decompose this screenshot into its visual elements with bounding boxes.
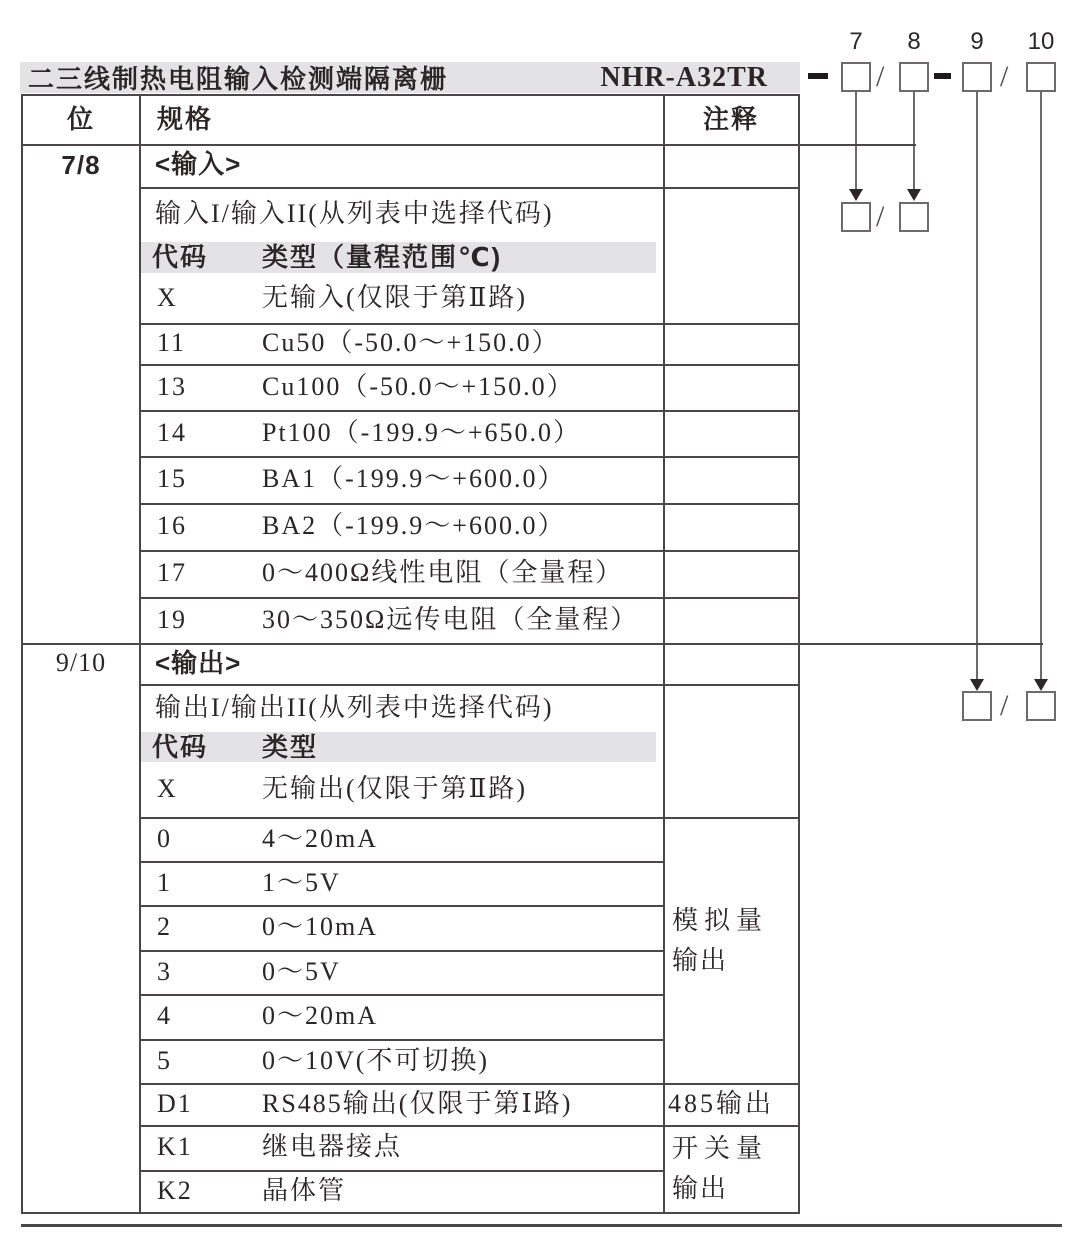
row-type: BA2（-199.9～+600.0） [262, 511, 566, 540]
slash-separator: / [876, 200, 885, 233]
row-type: 1～5V [262, 868, 341, 897]
row-code: 11 [157, 328, 187, 357]
note-analog-output-line2: 输出 [672, 946, 729, 975]
row-code: X [157, 774, 178, 803]
code-header-band-output [141, 732, 656, 762]
row-line [140, 684, 798, 686]
row-type: 0～10mA [262, 912, 379, 941]
column-header-spec: 规格 [157, 104, 214, 134]
row-type: 继电器接点 [262, 1132, 403, 1161]
input-code-box-1 [841, 202, 871, 232]
row-type: 无输出(仅限于第Ⅱ路) [262, 774, 527, 803]
bit-label-7-8: 7/8 [61, 150, 101, 180]
note-analog-output-line1: 模拟量 [672, 906, 769, 935]
model-number: NHR-A32TR [600, 61, 768, 93]
row-line [140, 1170, 663, 1172]
column-divider-note [663, 94, 665, 1214]
output-type-header: 类型 [262, 732, 319, 762]
position-number-10: 10 [1027, 28, 1055, 55]
note-switch-output-line2: 输出 [672, 1174, 729, 1203]
row-line [140, 861, 663, 863]
row-code: 4 [157, 1001, 172, 1030]
row-code: 16 [157, 511, 187, 540]
row-code: 0 [157, 824, 172, 853]
input-code-box-2 [899, 202, 929, 232]
row-type: 0～20mA [262, 1001, 379, 1030]
header-row-line [21, 144, 916, 146]
arrow-down-icon [970, 679, 984, 691]
row-code: K2 [157, 1176, 193, 1205]
input-section-title: <输入> [155, 149, 242, 179]
row-type: Pt100（-199.9～+650.0） [262, 418, 582, 447]
note-rs485-output: 485输出 [668, 1089, 775, 1118]
row-type: 0～400Ω线性电阻（全量程） [262, 558, 624, 587]
row-type: 30～350Ω远传电阻（全量程） [262, 605, 639, 634]
table-border-bottom [21, 1212, 800, 1214]
column-header-note: 注释 [702, 104, 759, 134]
row-line [140, 950, 663, 952]
input-code-header: 代码 [152, 242, 209, 272]
arrow-down-icon [849, 189, 863, 201]
input-type-header: 类型（量程范围℃) [262, 242, 503, 272]
position-number-7: 7 [849, 28, 863, 55]
guide-line-7 [855, 92, 857, 190]
row-line [140, 905, 663, 907]
row-code: 1 [157, 868, 172, 897]
dash-separator [808, 73, 828, 79]
row-type: 0～10V(不可切换) [262, 1046, 490, 1075]
code-box-8 [899, 62, 929, 92]
row-code: X [157, 283, 178, 312]
guide-line-10 [1040, 92, 1042, 680]
output-code-header: 代码 [152, 732, 209, 762]
row-line [140, 410, 798, 412]
row-line [140, 994, 663, 996]
position-number-9: 9 [970, 28, 984, 55]
row-type: RS485输出(仅限于第Ⅰ路) [262, 1089, 573, 1118]
row-line [140, 1039, 663, 1041]
row-line [140, 1083, 798, 1085]
note-switch-output-line1: 开关量 [672, 1134, 769, 1163]
row-type: Cu50（-50.0～+150.0） [262, 328, 560, 357]
row-code: K1 [157, 1132, 193, 1161]
row-code: 14 [157, 418, 187, 447]
page-title: 二三线制热电阻输入检测端隔离栅 [28, 64, 449, 94]
output-section-title: <输出> [155, 648, 242, 678]
code-box-10 [1026, 62, 1056, 92]
row-code: 17 [157, 558, 187, 587]
row-code: 19 [157, 605, 187, 634]
slash-separator: / [1000, 60, 1009, 93]
output-code-box-2 [1026, 691, 1056, 721]
guide-line-9 [976, 92, 978, 680]
row-line [140, 364, 798, 366]
row-line [140, 597, 798, 599]
table-border-right [798, 94, 800, 1214]
row-line [140, 323, 798, 325]
row-line [140, 1125, 798, 1127]
row-line [140, 456, 798, 458]
row-line [140, 550, 798, 552]
title-bar [20, 62, 800, 93]
output-subtitle: 输出I/输出II(从列表中选择代码) [155, 693, 554, 722]
row-code: 13 [157, 372, 187, 401]
row-type: 0～5V [262, 957, 341, 986]
row-code: 2 [157, 912, 172, 941]
row-line [140, 187, 798, 189]
output-code-box-1 [962, 691, 992, 721]
row-code: 3 [157, 957, 172, 986]
table-border-top [21, 94, 800, 96]
code-box-7 [841, 62, 871, 92]
guide-line-8 [913, 92, 915, 190]
row-type: 4～20mA [262, 824, 379, 853]
row-type: BA1（-199.9～+600.0） [262, 464, 566, 493]
column-header-bit: 位 [66, 104, 95, 134]
slash-separator: / [1000, 689, 1009, 722]
row-type: 晶体管 [262, 1176, 347, 1205]
section-divider-line [21, 643, 1043, 645]
bit-label-9-10: 9/10 [55, 648, 107, 677]
position-number-8: 8 [907, 28, 921, 55]
slash-separator: / [876, 60, 885, 93]
row-type: 无输入(仅限于第Ⅱ路) [262, 283, 527, 312]
row-line [140, 817, 798, 819]
arrow-down-icon [907, 189, 921, 201]
page-rule [21, 1224, 1062, 1227]
code-box-9 [962, 62, 992, 92]
row-code: D1 [157, 1089, 193, 1118]
row-code: 15 [157, 464, 187, 493]
row-code: 5 [157, 1046, 172, 1075]
row-type: Cu100（-50.0～+150.0） [262, 372, 575, 401]
dash-separator [934, 73, 951, 79]
arrow-down-icon [1034, 679, 1048, 691]
row-line [140, 503, 798, 505]
input-subtitle: 输入I/输入II(从列表中选择代码) [155, 199, 554, 228]
